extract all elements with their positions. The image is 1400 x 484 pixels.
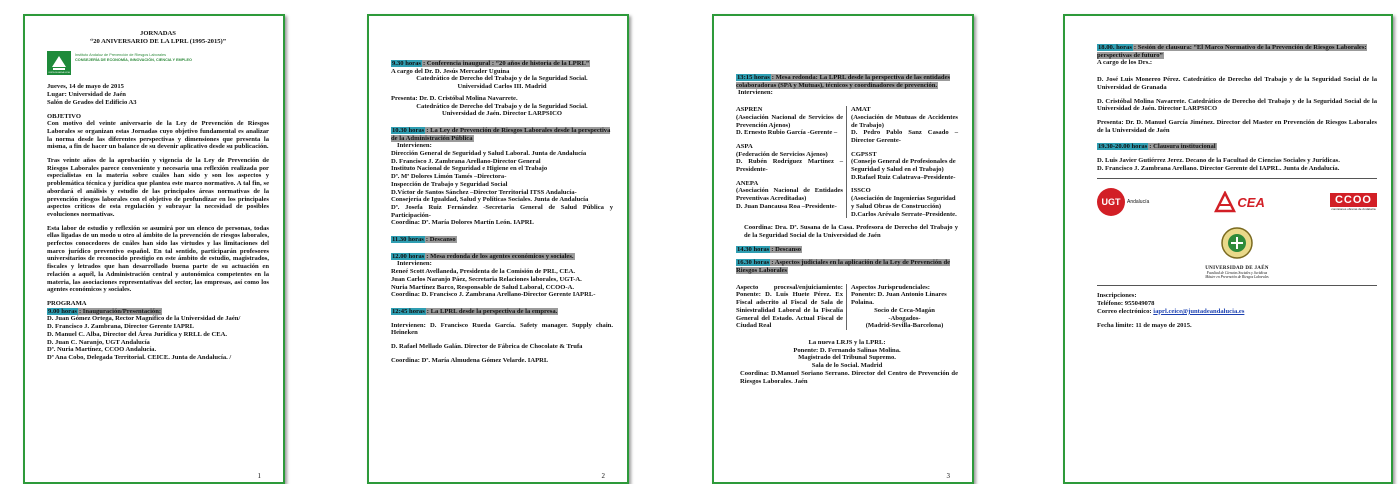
org-line: D.Carlos Arévalo Serrate–Presidente. — [851, 210, 957, 218]
university-sub-1: Facultad de Ciencias Sociales y Jurídicas — [1206, 271, 1268, 276]
university-sub-2: Máster en Prevención de Riesgos Laborales — [1205, 275, 1269, 280]
org-line: D. Rubén Rodríguez Martínez –Presidente- — [736, 158, 843, 174]
email-link[interactable]: iaprl.ceice@juntadeandalucia.es — [1153, 307, 1245, 315]
registration-heading: Inscripciones: — [1097, 292, 1137, 300]
session-heading — [391, 60, 613, 68]
session-heading — [1097, 44, 1377, 59]
session-heading — [391, 236, 613, 244]
cea-mark-icon — [1214, 191, 1236, 213]
page-3 — [712, 14, 974, 484]
university-name: UNIVERSIDAD DE JAÉN — [1205, 266, 1269, 272]
program-heading: PROGRAMA — [47, 299, 87, 307]
speaker-line: Socio de Ceca-Magán — [874, 306, 935, 314]
speaker-line: Aspecto procesal/enjuiciamiento: Ponente: D. Luis Huete Pérez. Ex Fiscal adscrito al Fiscal de Sala de Siniestralidad Laboral de la Fiscalía General del Estado. Actual Fiscal de Ciudad Real — [736, 283, 843, 330]
speaker-line: Juan Carlos Naranjo Páez, Secretaria Relaciones laborales, UGT-A. — [391, 275, 582, 283]
registration-deadline: Fecha límite: 11 de mayo de 2015. — [1097, 321, 1192, 329]
page-subtitle: “20 ANIVERSARIO DE LA LPRL (1995-2015)” — [89, 37, 227, 45]
page-1 — [23, 14, 285, 484]
speaker-line: D. Francisco J. Zambrana Arellano-Director General — [391, 157, 541, 165]
junta-emblem-icon — [47, 51, 71, 75]
session-time: 10.30 horas — [392, 126, 425, 134]
speaker-line: Universidad de Jaén. Director LARPSICO — [441, 110, 563, 118]
university-seal-icon — [1220, 225, 1254, 261]
speaker-line: D. Luis Javier Gutiérrez Jerez. Decano de la Facultad de Ciencias Sociales y Jurídicas. — [1097, 157, 1340, 165]
speaker-line: Dª. Mª Dolores Limón Tamés –Directora- — [391, 173, 507, 181]
session-title: : La LPRL desde la perspectiva de la empresa. — [426, 307, 558, 315]
event-date: Jueves, 14 de mayo de 2015 — [47, 83, 124, 91]
speaker-line: D. Francisco J. Zambrana, Director Gerente IAPRL — [47, 323, 195, 331]
speaker-line: Consejería de Igualdad, Salud y Políticas Sociales. Junta de Andalucía — [391, 196, 589, 204]
org-line: D. Pedro Pablo Sanz Casado –Director Gerente- — [851, 129, 958, 144]
speaker-line: D. Juan Gómez Ortega, Rector Magnífico de la Universidad de Jaén/ — [47, 315, 241, 323]
speaker-line: Intervienen: — [397, 260, 432, 268]
session-title: : Aspectos judiciales en la aplicación de la Ley de Prevención de Riesgos Laborales — [736, 259, 951, 275]
speaker-line: Reneé Scott Avellaneda, Presidenta de la Comisión de PRL, CEA. — [391, 268, 576, 276]
session-heading — [736, 259, 958, 274]
judicial-columns — [736, 284, 958, 330]
sponsor-logos — [1097, 185, 1377, 219]
org-line: CGPSST — [851, 150, 877, 158]
objective-paragraph-1: Con motivo del veinte aniversario de la Ley de Prevención de Riesgos Laborales se organizan estas Jornadas cuyo objetivo fundamental es analizar la norma desde las diferentes perspectivas y dimensiones que presenta la misma, a fin de hacer un balance de su devenir aplicativo desde su publicación. — [47, 120, 269, 151]
org-line: (Federación de Servicios Ajenos) — [736, 150, 828, 158]
speaker-line: Intervienen: — [738, 89, 773, 97]
org-line: ASPA — [736, 142, 753, 150]
session-title: : Sesión de clausura: “El Marco Normativo de la Prevención de Riesgos Laborales: perspectivas de futuro” — [1097, 44, 1367, 59]
session-title: : Descanso — [771, 245, 802, 253]
session-time: 9.00 horas — [48, 307, 77, 315]
session-time: 11.30 horas — [392, 236, 424, 244]
session-title: : Inauguración/Presentación: — [78, 307, 162, 315]
speaker-line: -Abogados- — [888, 314, 921, 322]
session-time: 13:15 horas — [737, 74, 770, 81]
session-heading — [736, 246, 958, 254]
org-line: ANEPA — [736, 179, 759, 187]
speaker-line: Coordina: Dª. María Dolores Martín León. IAPRL — [391, 219, 534, 227]
org-line: ASPREN — [736, 106, 763, 114]
university-logo — [1097, 225, 1377, 279]
ccoo-label: CCOO — [1330, 193, 1377, 207]
session-time: 19.30-20.00 horas — [1098, 143, 1148, 151]
session-heading — [47, 308, 269, 316]
org-line: (Asociación de Mutuas de Accidentes de Trabajo) — [851, 113, 958, 129]
judicial-right — [851, 284, 958, 330]
speaker-line: Dª. Josefa Ruiz Fernández -Secretaria General de Salud Pública y Participación- — [391, 203, 613, 219]
speaker-line: Intervienen: — [397, 142, 432, 150]
speaker-line: Nuria Martínez Barco, Responsable de Salud Laboral, CCOO-A. — [391, 283, 575, 291]
session-time: 12.00 horas — [392, 252, 425, 260]
org-line: D. Ernesto Rubio García -Gerente – — [736, 129, 838, 137]
speaker-line: Catedrático de Derecho del Trabajo y de la Seguridad Social. — [416, 102, 588, 110]
speaker-line: D. Rafael Mellado Galán. Director de Fábrica de Chocolate & Trufa — [391, 343, 583, 351]
session-heading — [391, 127, 613, 142]
speaker-line: Inspección de Trabajo y Seguridad Social — [391, 180, 508, 188]
org-line: D.Rafael Ruiz Calatrava–Presidente- — [851, 173, 956, 181]
junta-logo — [47, 51, 269, 75]
session-heading — [391, 308, 613, 316]
speaker-line: A cargo del Dr. D. Jesús Mercader Uguina — [391, 67, 510, 75]
page-2 — [367, 14, 629, 484]
speaker-line: Coordina: D. Francisco J. Zambrana Arellano-Director Gerente IAPRL- — [391, 291, 596, 299]
cea-logo — [1214, 191, 1264, 213]
coordinator-line: Coordina: Dra. Dª. Susana de la Casa. Profesora de Derecho del Trabajo y de la Seguridad Social de la Universidad de Jaén — [744, 224, 958, 239]
session-title: : Clausura institucional — [1149, 143, 1216, 151]
cea-label: CEA — [1237, 194, 1265, 210]
speaker-line: Catedrático de Derecho del Trabajo y de la Seguridad Social. — [416, 75, 588, 83]
session-heading — [391, 253, 613, 261]
ugt-circle-icon — [1097, 188, 1125, 216]
speaker-line: D. Francisco J. Zambrana Arellano. Director Gerente del IAPRL. Junta de Andalucía. — [1097, 164, 1340, 172]
ugt-label: UGT — [1101, 197, 1121, 208]
session-title: : Mesa redonda de los agentes económicos y sociales. — [426, 252, 574, 260]
junta-badge: JUNTA DE ANDALUCIA — [48, 72, 70, 75]
event-room: Salón de Grados del Edificio A3 — [47, 98, 137, 106]
panel-left — [736, 106, 847, 218]
org-line: (Asociación Nacional de Servicios de Prevención Ajenos) — [736, 113, 843, 129]
speaker-line: Dirección General de Seguridad y Salud Laboral. Junta de Andalucía — [391, 150, 587, 158]
ugt-logo — [1097, 188, 1149, 216]
speaker-line: D. Juan C. Naranjo, UGT Andalucía — [47, 338, 150, 346]
speaker-line: Sala de lo Social. Madrid — [811, 362, 883, 370]
org-line: (Asociación Nacional de Entidades Preventivas Acreditadas) — [736, 187, 843, 203]
objective-paragraph-3: Esta labor de estudio y reflexión se asumirá por un elenco de personas, todas ellas ligadas de un modo u otro al ámbito de la prevención de riesgos laborales, perfectos conocedores de cuáles han sido las virtudes y las limitaciones del marco jurídico preventivo español. En tal sentido, participarán profesores universitarios de reconocido prestigio en este ámbito de estudio, magistrados, fiscales y letrados que han desarrollado buena parte de su actuación en relación a aquél, la Administración central y autonómica competentes en la materia, las asociaciones representativas del sector, las empresas, así como los agentes económicos y sociales. — [47, 224, 269, 294]
speaker-line: Dª. Nuria Martínez, CCOO Andalucía. — [47, 346, 157, 354]
page-number: 2 — [601, 472, 605, 480]
speaker-line: Aspectos Jurisprudenciales: — [851, 283, 930, 291]
speaker-line: Instituto Nacional de Seguridad e Higiene en el Trabajo — [391, 165, 548, 173]
judicial-left — [736, 284, 847, 330]
logo-line-1: Instituto Andaluz de Prevención de Riesgos Laborales — [75, 53, 166, 58]
speaker-line: D. José Luis Monereo Pérez. Catedrático de Derecho del Trabajo y de la Seguridad Social de la Universidad de Granada — [1097, 76, 1377, 91]
divider — [1097, 285, 1377, 286]
speaker-line: Magistrado del Tribunal Supremo. — [798, 354, 896, 362]
speaker-line: D. Manuel C. Alba, Director del Área Jurídica y RRLL de CEA. — [47, 330, 228, 338]
coordinator-line: Coordina: D.Manuel Soriano Serrano. Director del Centro de Prevención de Riesgos Laborales. Jaén — [740, 369, 958, 385]
ccoo-sub: comisiones obreras de Andalucía — [1331, 207, 1376, 212]
speaker-line: Universidad Carlos III. Madrid — [457, 83, 547, 91]
session-heading — [1097, 143, 1377, 151]
registration-email-row — [1097, 308, 1377, 316]
speaker-line: D.Víctor de Santos Sánchez –Director Territorial ITSS Andalucía- — [391, 188, 577, 196]
speaker-line: Ponente: D. Fernando Salinas Molina. — [793, 346, 901, 354]
speaker-line: A cargo de los Drs.: — [1097, 59, 1153, 67]
org-line: ISSCO — [851, 187, 871, 195]
registration-phone: Teléfono: 955049078 — [1097, 300, 1155, 308]
ugt-sub: Andalucía — [1127, 199, 1150, 206]
event-place: Lugar: Universidad de Jaén — [47, 91, 126, 99]
org-line: (Asociación de Ingenierías Seguridad y Salud Obras de Construcción) — [851, 195, 956, 210]
session-time: 12:45 horas — [392, 307, 425, 315]
logo-line-2: CONSEJERÍA DE ECONOMÍA, INNOVACIÓN, CIENCIA Y EMPLEO — [75, 58, 193, 62]
speaker-line: Ponente: D. Juan Antonio Linares Polaina. — [851, 291, 947, 307]
page-title: JORNADAS — [140, 30, 176, 37]
org-line: AMAT — [851, 106, 871, 114]
session-title: : La Ley de Prevención de Riesgos Laborales desde la perspectiva de la Administración Pública — [391, 126, 611, 142]
speaker-line: Coordina: Dª. María Almudena Gómez Velarde. IAPRL — [391, 356, 549, 364]
speaker-line: Presenta: Dr. D. Cristóbal Molina Navarrete. — [391, 94, 518, 102]
speaker-line: Dª Ana Cobo, Delegada Territorial. CEICE. Junta de Andalucía. / — [47, 353, 232, 361]
panel-columns — [736, 106, 958, 218]
session-heading — [736, 74, 958, 89]
page-number: 3 — [946, 472, 950, 480]
panel-right — [851, 106, 958, 218]
speaker-line: La nueva LRJS y la LPRL: — [808, 338, 886, 346]
session-title: : Mesa redonda: La LPRL desde la perspectiva de las entidades colaboradoras (SPA y Mutuas), técnicos y coordinadores de prevención. — [736, 74, 951, 89]
session-title: : Descanso — [425, 236, 456, 244]
divider — [1097, 178, 1377, 179]
page-number: 1 — [257, 472, 261, 480]
objective-paragraph-2: Tras veinte años de la aprobación y vigencia de la Ley de Prevención de Riesgos Laborales parece conveniente y necesaria una reflexión realizada por especialistas en la materia sobre cuáles han sido y son los aspectos y problemática técnica y jurídica que plantea este marco normativo. A tal fin, se abordará el análisis y estudio de las principales áreas normativas de la prevención riesgos laborales con el objetivo de profundizar en los principales aspectos críticos de esta regulación y subrayar la necesidad de posibles evoluciones normativas. — [47, 157, 269, 218]
speaker-line: D. Cristóbal Molina Navarrete. Catedrático de Derecho del Trabajo y de la Seguridad Social de la Universidad de Jaén. Director LARPSICO — [1097, 97, 1377, 113]
speaker-line: (Madrid-Sevilla-Barcelona) — [865, 322, 944, 330]
org-line: (Consejo General de Profesionales de Seguridad y Salud en el Trabajo) — [851, 158, 956, 174]
objective-heading: OBJETIVO — [47, 112, 81, 120]
speaker-line: Intervienen: D. Francisco Rueda García. Safety manager. Supply chain. Heineken — [391, 321, 613, 337]
session-time: 9.30 horas — [392, 60, 421, 67]
session-time: 14.30 horas — [737, 245, 770, 253]
ccoo-logo — [1330, 193, 1377, 211]
speaker-line: Presenta: Dr. D. Manuel García Jiménez. Director del Master en Prevención de Riesgos Laborales de la Universidad de Jaén — [1097, 118, 1377, 134]
org-line: D. Juan Dancausa Roa –Presidente- — [736, 202, 837, 210]
page-4 — [1063, 14, 1393, 484]
session-time: 16.30 horas — [737, 259, 770, 267]
session-title: : Conferencia inaugural : “20 años de historia de la LPRL” — [422, 60, 590, 67]
session-time: 18.00. horas — [1098, 44, 1132, 51]
email-label: Correo electrónico: — [1097, 307, 1154, 315]
